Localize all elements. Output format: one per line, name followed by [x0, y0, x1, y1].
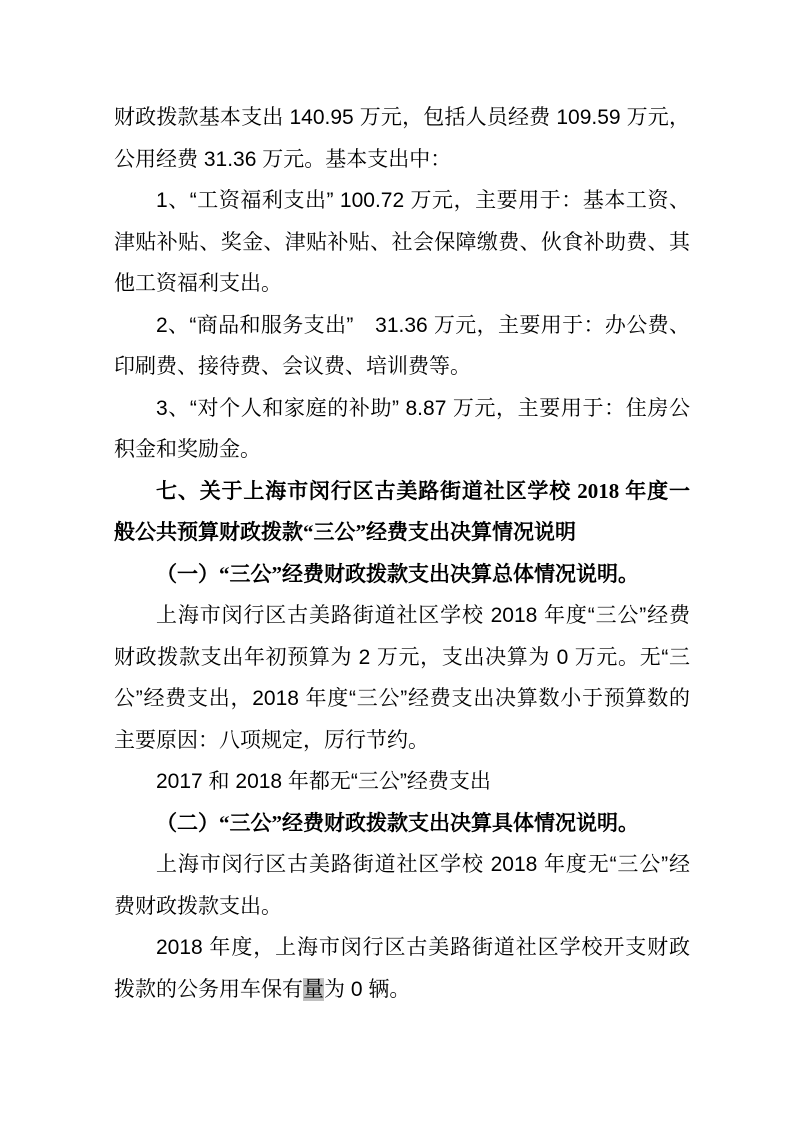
- para-item-1-salary-welfare: [114, 180, 690, 305]
- para-item-2-goods-services: [114, 305, 690, 388]
- para-no-sangong-expenditure: [114, 844, 690, 927]
- heading-seven-part-one: [114, 554, 690, 596]
- para-official-vehicle-count: [114, 927, 690, 1010]
- text-run: 七、关于上海市闵行区古美路街道社区学校 2018 年度一般公共预算财政拨款“三公”经费支出决算情况说明: [114, 478, 690, 544]
- para-no-sangong-2017-2018: [114, 761, 690, 803]
- document-body: [114, 97, 690, 1010]
- text-run: 上海市闵行区古美路街道社区学校 2018 年度“三公”经费财政拨款支出年初预算为 2 万元，支出决算为 0 万元。无“三公”经费支出，2018 年度“三公”经费支出决算数小于预算数的主要原因：八项规定，厉行节约。: [114, 604, 690, 752]
- text-run: 2、“商品和服务支出” 31.36 万元，主要用于：办公费、印刷费、接待费、会议费、培训费等。: [114, 313, 690, 378]
- highlighted-character: 量: [303, 977, 324, 1001]
- para-basic-expenditure-summary: [114, 97, 690, 180]
- text-run: 3、“对个人和家庭的补助” 8.87 万元，主要用于：住房公积金和奖励金。: [114, 396, 690, 461]
- text-run: 为 0 辆。: [324, 977, 411, 1001]
- text-run: 2018 年度，上海市闵行区古美路街道社区学校开支财政拨款的公务用车保有: [114, 936, 690, 1001]
- text-run: 1、“工资福利支出” 100.72 万元，主要用于：基本工资、津贴补贴、奖金、津贴补贴、社会保障缴费、伙食补助费、其他工资福利支出。: [114, 189, 690, 295]
- text-run: 2017 和 2018 年都无“三公”经费支出: [156, 770, 491, 793]
- text-run: （一）“三公”经费财政拨款支出决算总体情况说明。: [156, 561, 639, 586]
- heading-seven-part-two: [114, 803, 690, 845]
- text-run: （二）“三公”经费财政拨款支出决算具体情况说明。: [156, 810, 639, 835]
- text-run: 财政拨款基本支出 140.95 万元，包括人员经费 109.59 万元，公用经费 31.36 万元。基本支出中：: [114, 106, 690, 171]
- heading-section-seven: [114, 471, 690, 554]
- para-item-3-individual-family-subsidy: [114, 388, 690, 471]
- text-run: 上海市闵行区古美路街道社区学校 2018 年度无“三公”经费财政拨款支出。: [114, 853, 690, 918]
- para-sangong-overall: [114, 595, 690, 761]
